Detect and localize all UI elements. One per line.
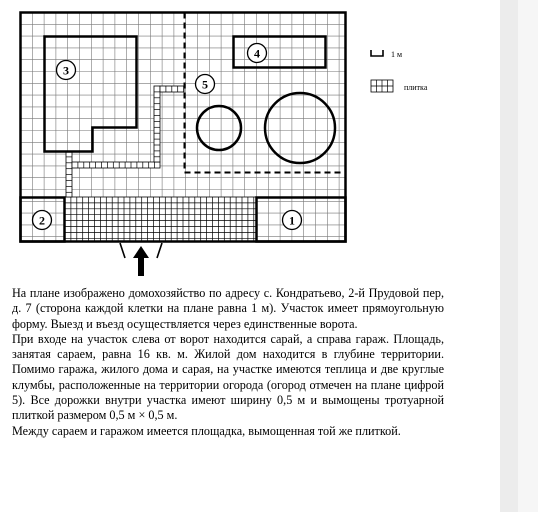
scale-legend-label: 1 м xyxy=(391,50,403,59)
barn-label-marker xyxy=(33,211,52,230)
tile-legend xyxy=(371,80,428,92)
text-paragraph-3: Между сараем и гаражом имеется площадка, вымощенная той же плиткой. xyxy=(12,423,401,438)
entrance-arrow xyxy=(133,246,149,276)
tile-legend-label: плитка xyxy=(404,83,428,92)
path-house-south xyxy=(66,151,72,197)
barn-number: 2 xyxy=(39,213,45,228)
greenhouse-label-marker xyxy=(248,44,267,63)
flower-bed-small xyxy=(197,106,241,150)
path-house-east xyxy=(72,162,160,168)
path-garden-vertical xyxy=(154,86,160,162)
house-label-marker xyxy=(57,61,76,80)
gate-post-left xyxy=(120,243,125,258)
text-paragraph-1: На плане изображено домохозяйство по адресу с. Кондратьево, 2-й Прудовой пер, д. 7 (сторона каждой клетки на плане равна 1 м). Участок имеет прямоугольную форму. Выезд и въезд осуществляется через единственные ворота. xyxy=(12,286,444,331)
tiled-courtyard xyxy=(65,197,256,241)
house-number: 3 xyxy=(63,63,69,78)
path-garden-entry xyxy=(160,86,184,92)
problem-text xyxy=(12,286,444,439)
text-paragraph-2: При входе на участок слева от ворот находится сарай, а справа гараж. Площадь, занятая сараем, равна 16 кв. м. Жилой дом находится в глубине территории. Помимо гаража, жилого дома и сарая, на участке имеются теплица и две круглые клумбы, расположенные на территории огорода (огород отмечен на плане цифрой 5). Все дорожки внутри участка имеют ширину 0,5 м и вымощены тротуарной плиткой размером 0,5 м × 0,5 м. xyxy=(12,331,444,423)
garage-number: 1 xyxy=(289,213,295,228)
right-margin-edge xyxy=(518,0,538,512)
gate-post-right xyxy=(157,243,162,258)
tile-paving xyxy=(65,86,256,241)
garden-number: 5 xyxy=(202,77,208,92)
garden-label-marker xyxy=(196,75,215,94)
house-outline xyxy=(45,37,137,152)
tile-legend-swatch xyxy=(371,80,393,92)
flower-bed-large xyxy=(265,93,335,163)
greenhouse-number: 4 xyxy=(254,46,260,61)
scale-legend xyxy=(371,50,402,59)
garage-label-marker xyxy=(283,211,302,230)
